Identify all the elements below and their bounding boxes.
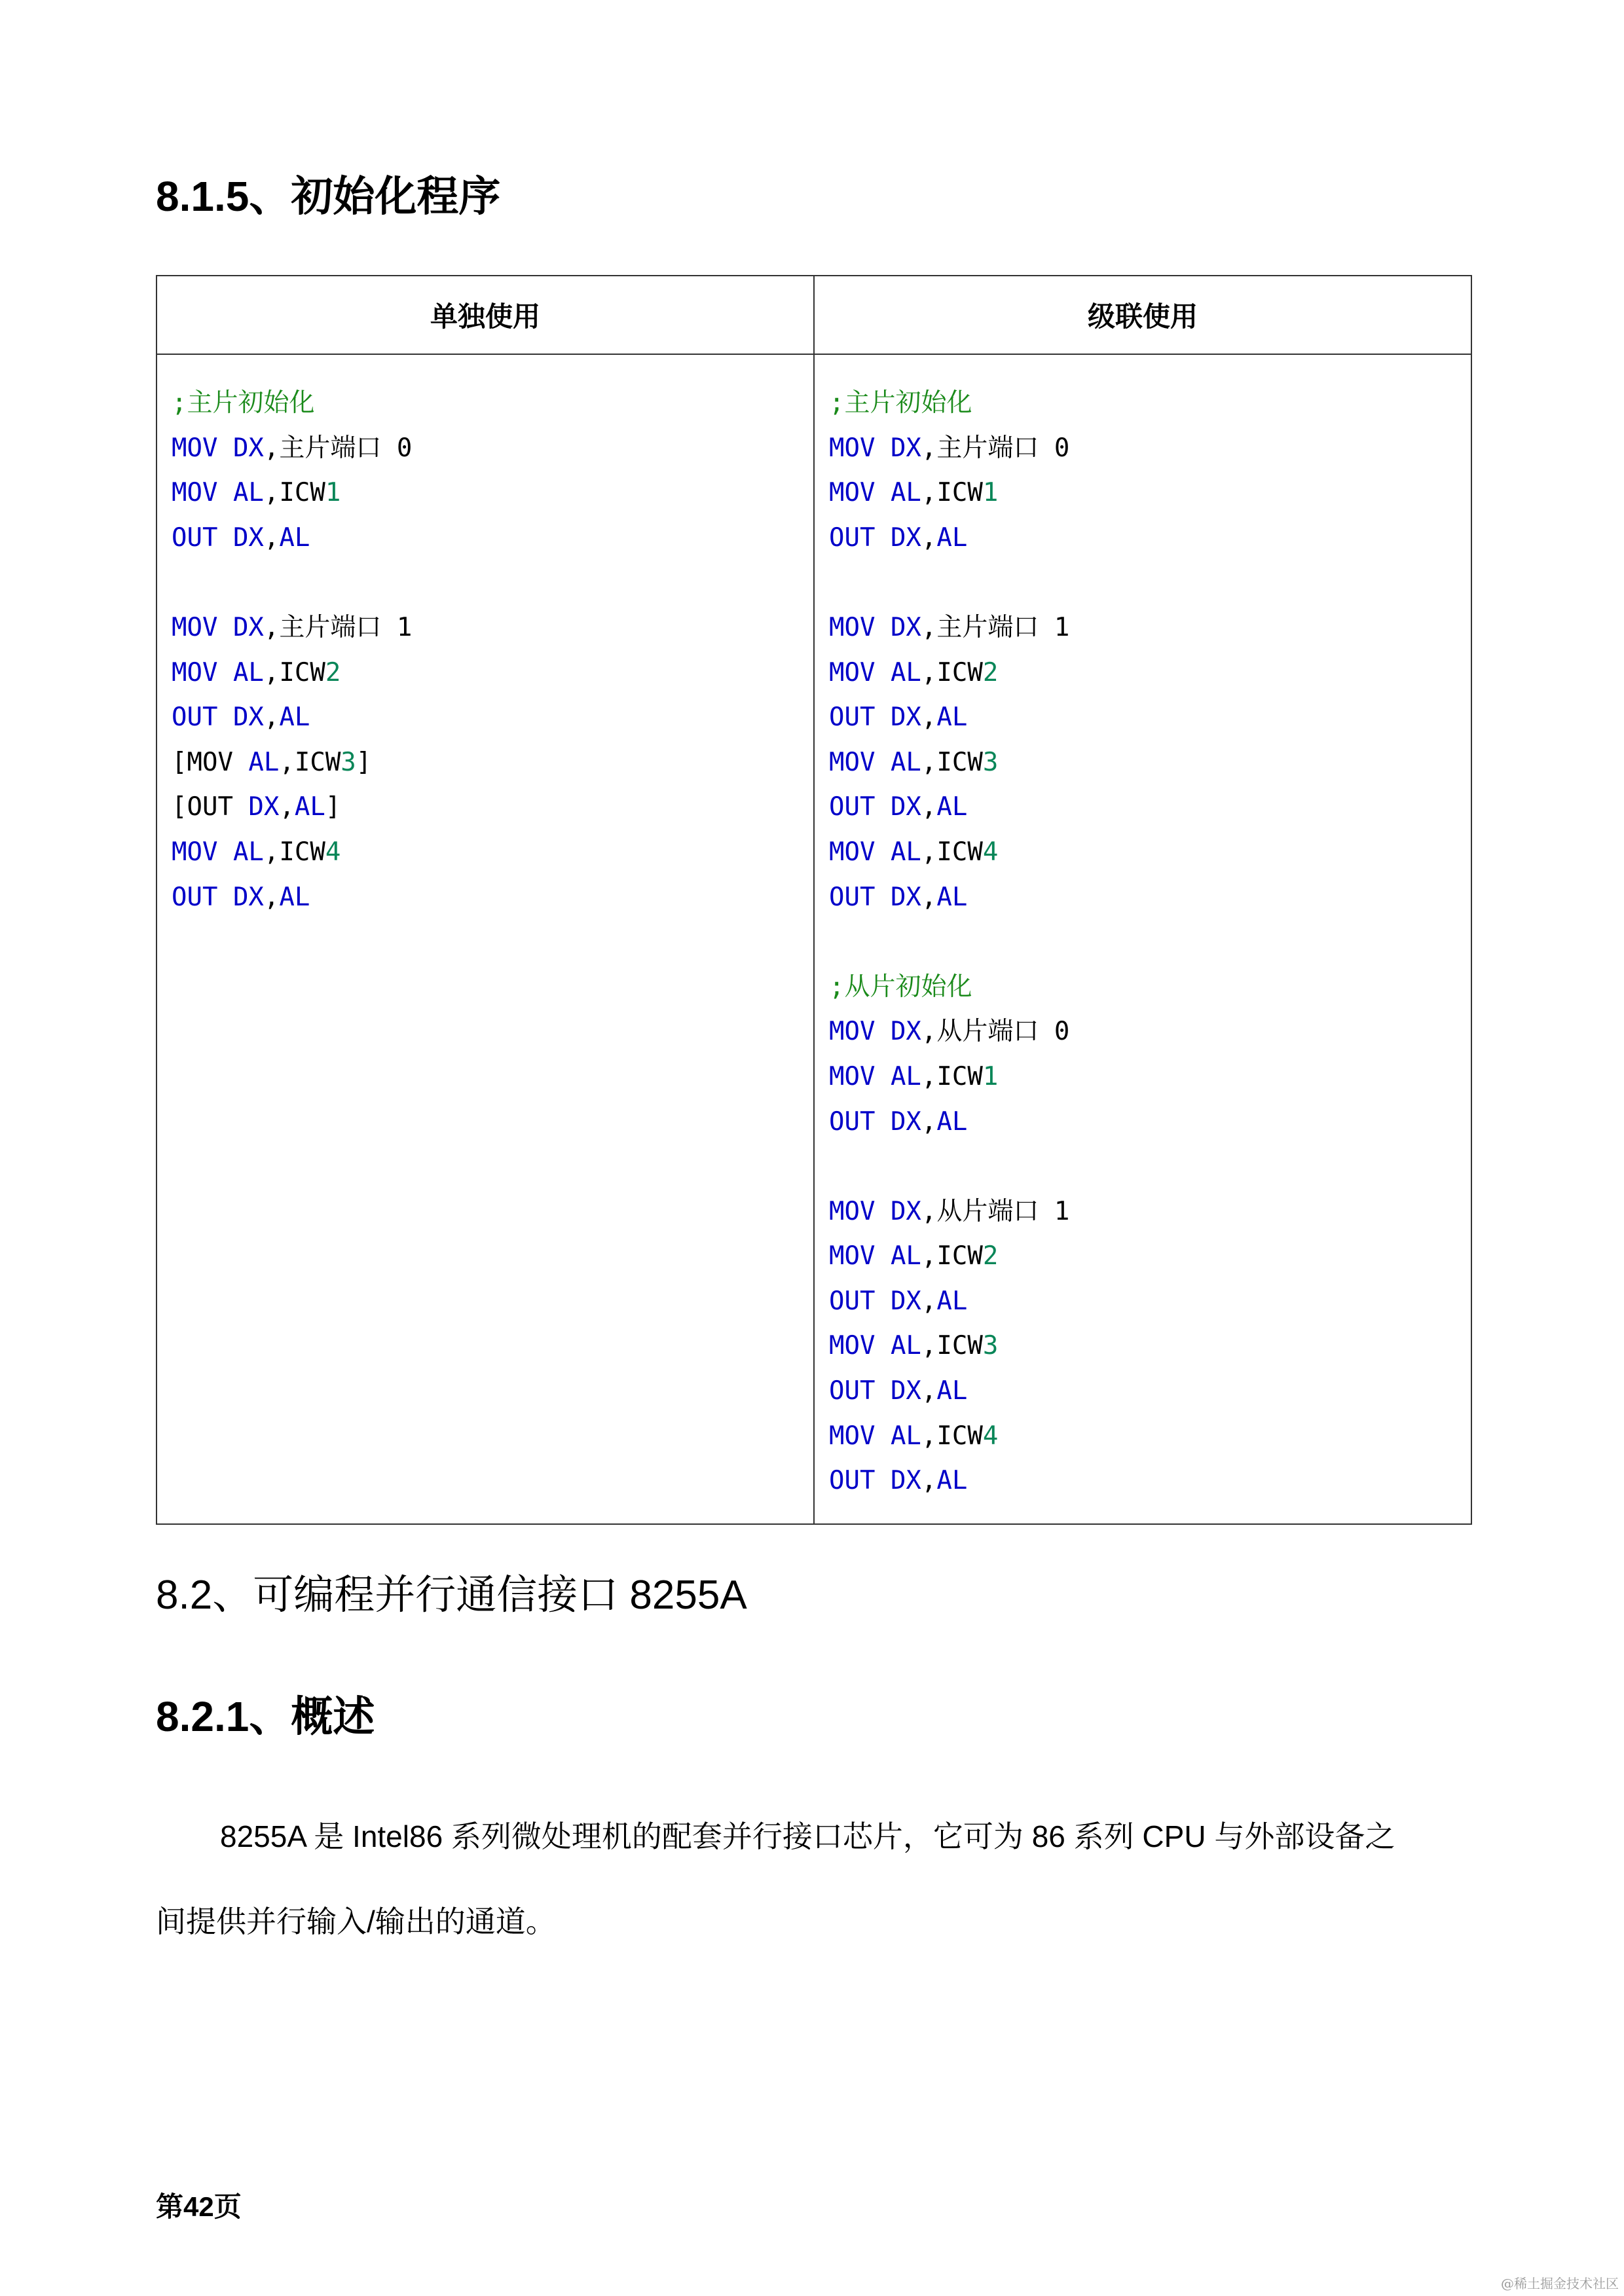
code-line <box>829 740 1471 786</box>
code-keyword: AL <box>890 478 921 508</box>
code-text: ,ICW <box>921 657 983 687</box>
code-text: ,从片端口 1 <box>921 1196 1070 1226</box>
code-text: [MOV <box>172 747 249 777</box>
code-line <box>829 1100 1471 1145</box>
code-line <box>829 651 1471 696</box>
code-text: ,ICW <box>921 478 983 508</box>
init-program-table <box>156 275 1472 1525</box>
code-number: 3 <box>341 747 356 777</box>
column-header-single: 单独使用 <box>157 276 814 354</box>
code-text: , <box>921 1466 937 1496</box>
code-number: 2 <box>325 657 341 687</box>
code-keyword: MOV <box>829 1017 876 1047</box>
code-line <box>172 516 813 561</box>
code-text <box>217 658 232 687</box>
code-text <box>217 613 232 642</box>
code-line <box>172 875 813 920</box>
code-block-single <box>172 381 813 920</box>
code-text: , <box>921 1106 937 1137</box>
code-keyword: OUT <box>829 1466 876 1496</box>
code-keyword: DX <box>890 792 921 822</box>
blank-line <box>829 1144 1471 1190</box>
code-text <box>875 523 890 553</box>
code-text: ,ICW <box>921 837 983 867</box>
code-text: , <box>263 882 280 912</box>
code-keyword: MOV <box>829 1241 876 1271</box>
code-keyword: AL <box>279 522 310 553</box>
code-text: ,ICW <box>921 1061 983 1091</box>
code-keyword: MOV <box>829 1061 876 1091</box>
code-keyword: DX <box>232 433 264 463</box>
code-keyword: DX <box>890 702 921 733</box>
code-number: 1 <box>982 1061 999 1091</box>
code-text: , <box>921 702 937 733</box>
code-line <box>829 1369 1471 1414</box>
code-text: ,ICW <box>263 478 325 508</box>
code-keyword: OUT <box>829 1286 876 1316</box>
code-text: ,主片端口 0 <box>263 433 413 463</box>
code-keyword: MOV <box>829 837 876 867</box>
code-keyword: DX <box>890 522 921 553</box>
code-text <box>875 613 890 642</box>
code-keyword: AL <box>890 837 921 867</box>
code-keyword: DX <box>232 702 264 733</box>
code-keyword: MOV <box>172 612 218 642</box>
code-number: 4 <box>325 837 341 867</box>
code-keyword: MOV <box>829 478 876 508</box>
code-text <box>875 1286 890 1316</box>
code-text: ,ICW <box>921 1421 983 1451</box>
code-line <box>829 1279 1471 1324</box>
code-text: , <box>921 522 937 553</box>
code-text: ,ICW <box>279 747 341 777</box>
code-keyword: AL <box>279 882 310 912</box>
code-line <box>829 381 1471 426</box>
code-keyword: AL <box>294 792 325 822</box>
code-text: , <box>263 702 280 733</box>
section-heading-8-2: 8.2、可编程并行通信接口 8255A <box>156 1573 747 1618</box>
code-text <box>875 658 890 687</box>
code-text: ,主片端口 1 <box>263 612 413 642</box>
code-line <box>829 695 1471 740</box>
code-text: ,从片端口 0 <box>921 1017 1070 1047</box>
code-text: ] <box>356 747 372 777</box>
code-text: ,ICW <box>263 657 325 687</box>
code-line <box>829 785 1471 830</box>
code-text: ,ICW <box>921 1241 983 1271</box>
code-text <box>875 883 890 912</box>
code-line <box>829 1414 1471 1459</box>
code-line <box>172 606 813 651</box>
code-keyword: DX <box>890 1017 921 1047</box>
code-comment: ;主片初始化 <box>172 388 315 418</box>
blank-line <box>172 560 813 606</box>
code-keyword: AL <box>232 657 264 687</box>
code-keyword: MOV <box>172 657 218 687</box>
code-text <box>875 1197 890 1226</box>
code-keyword: OUT <box>172 702 218 733</box>
code-keyword: AL <box>936 1376 968 1406</box>
code-keyword: DX <box>890 612 921 642</box>
code-text: , <box>263 522 280 553</box>
code-text <box>875 702 890 732</box>
page-number: 第42页 <box>156 2191 242 2222</box>
paragraph-line-2: 间提供并行输入/输出的通道。 <box>156 1904 556 1939</box>
blank-line <box>829 560 1471 606</box>
code-keyword: DX <box>890 1196 921 1226</box>
code-keyword: MOV <box>829 433 876 463</box>
code-text <box>875 1017 890 1046</box>
code-text: , <box>279 792 295 822</box>
code-keyword: AL <box>936 1106 968 1137</box>
code-keyword: DX <box>248 792 280 822</box>
code-comment: ;从片初始化 <box>829 972 972 1002</box>
code-keyword: AL <box>279 702 310 733</box>
code-text <box>875 1107 890 1137</box>
code-keyword: AL <box>890 657 921 687</box>
code-block-cascade <box>829 381 1471 1504</box>
code-keyword: AL <box>890 1331 921 1361</box>
section-heading-8-1-5: 8.1.5、初始化程序 <box>156 173 501 220</box>
code-number: 3 <box>982 1331 999 1361</box>
code-text <box>875 1466 890 1495</box>
code-keyword: AL <box>890 1061 921 1091</box>
code-keyword: AL <box>232 478 264 508</box>
code-text <box>217 702 232 732</box>
code-keyword: MOV <box>829 1331 876 1361</box>
code-keyword: OUT <box>172 882 218 912</box>
code-keyword: DX <box>890 1286 921 1316</box>
code-keyword: OUT <box>829 792 876 822</box>
code-text: ] <box>325 792 341 822</box>
code-text: , <box>921 1286 937 1316</box>
code-text <box>217 883 232 912</box>
code-text: ,ICW <box>263 837 325 867</box>
code-text <box>217 837 232 867</box>
column-header-cascade: 级联使用 <box>814 276 1471 354</box>
code-text <box>217 478 232 507</box>
code-number: 2 <box>982 657 999 687</box>
code-keyword: OUT <box>172 522 218 553</box>
code-text <box>875 433 890 463</box>
section-heading-8-2-1: 8.2.1、概述 <box>156 1693 375 1740</box>
code-line <box>829 1055 1471 1100</box>
code-text: [OUT <box>172 792 249 822</box>
code-keyword: AL <box>936 882 968 912</box>
code-text: , <box>921 792 937 822</box>
code-line <box>829 516 1471 561</box>
code-keyword: DX <box>890 1466 921 1496</box>
code-line <box>172 740 813 786</box>
code-keyword: DX <box>232 612 264 642</box>
code-text <box>875 1421 890 1451</box>
code-line <box>829 830 1471 875</box>
code-comment: ;主片初始化 <box>829 388 972 418</box>
code-line <box>829 1459 1471 1504</box>
code-keyword: AL <box>936 792 968 822</box>
code-text <box>875 1062 890 1091</box>
code-keyword: AL <box>890 747 921 777</box>
code-keyword: OUT <box>829 522 876 553</box>
code-line <box>829 471 1471 516</box>
code-text: ,主片端口 0 <box>921 433 1070 463</box>
code-keyword: DX <box>890 1376 921 1406</box>
code-keyword: DX <box>232 522 264 553</box>
code-keyword: MOV <box>829 612 876 642</box>
code-keyword: MOV <box>829 1196 876 1226</box>
code-number: 3 <box>982 747 999 777</box>
code-text <box>875 478 890 507</box>
code-line <box>829 1010 1471 1055</box>
code-text <box>217 523 232 553</box>
code-text: , <box>921 882 937 912</box>
code-line <box>172 695 813 740</box>
code-keyword: MOV <box>829 747 876 777</box>
code-keyword: AL <box>936 1466 968 1496</box>
code-number: 4 <box>982 837 999 867</box>
code-text <box>875 792 890 822</box>
code-text: ,ICW <box>921 1331 983 1361</box>
code-text: , <box>921 1376 937 1406</box>
code-keyword: MOV <box>829 1421 876 1451</box>
code-number: 2 <box>982 1241 999 1271</box>
code-text: ,ICW <box>921 747 983 777</box>
code-keyword: MOV <box>172 433 218 463</box>
code-keyword: AL <box>890 1241 921 1271</box>
code-keyword: OUT <box>829 882 876 912</box>
code-line <box>829 606 1471 651</box>
code-keyword: DX <box>232 882 264 912</box>
code-line <box>172 785 813 830</box>
code-number: 1 <box>325 478 341 508</box>
code-text <box>875 1241 890 1271</box>
code-keyword: AL <box>232 837 264 867</box>
code-line <box>172 471 813 516</box>
code-line <box>829 426 1471 471</box>
code-keyword: AL <box>936 522 968 553</box>
code-text <box>875 837 890 867</box>
code-keyword: AL <box>936 1286 968 1316</box>
code-keyword: OUT <box>829 1106 876 1137</box>
code-keyword: OUT <box>829 1376 876 1406</box>
code-text <box>875 1376 890 1406</box>
code-keyword: OUT <box>829 702 876 733</box>
code-line <box>829 1324 1471 1369</box>
code-keyword: MOV <box>172 478 218 508</box>
code-keyword: AL <box>890 1421 921 1451</box>
code-keyword: AL <box>248 747 280 777</box>
code-keyword: MOV <box>829 657 876 687</box>
code-keyword: AL <box>936 702 968 733</box>
code-text <box>875 748 890 777</box>
code-line <box>172 426 813 471</box>
code-number: 4 <box>982 1421 999 1451</box>
code-keyword: DX <box>890 882 921 912</box>
code-line <box>172 830 813 875</box>
code-line <box>829 1190 1471 1235</box>
watermark: @稀土掘金技术社区 <box>1501 2276 1619 2291</box>
code-line <box>829 875 1471 920</box>
code-number: 1 <box>982 478 999 508</box>
paragraph-line-1: 8255A 是 Intel86 系列微处理机的配套并行接口芯片，它可为 86 系列 CPU 与外部设备之 <box>220 1819 1395 1853</box>
blank-line <box>829 920 1471 965</box>
code-keyword: DX <box>890 1106 921 1137</box>
code-line <box>172 651 813 696</box>
code-keyword: MOV <box>172 837 218 867</box>
code-keyword: DX <box>890 433 921 463</box>
code-text: ,主片端口 1 <box>921 612 1070 642</box>
code-line <box>829 965 1471 1010</box>
code-line <box>172 381 813 426</box>
code-line <box>829 1234 1471 1279</box>
code-text <box>217 433 232 463</box>
code-text <box>875 1331 890 1360</box>
